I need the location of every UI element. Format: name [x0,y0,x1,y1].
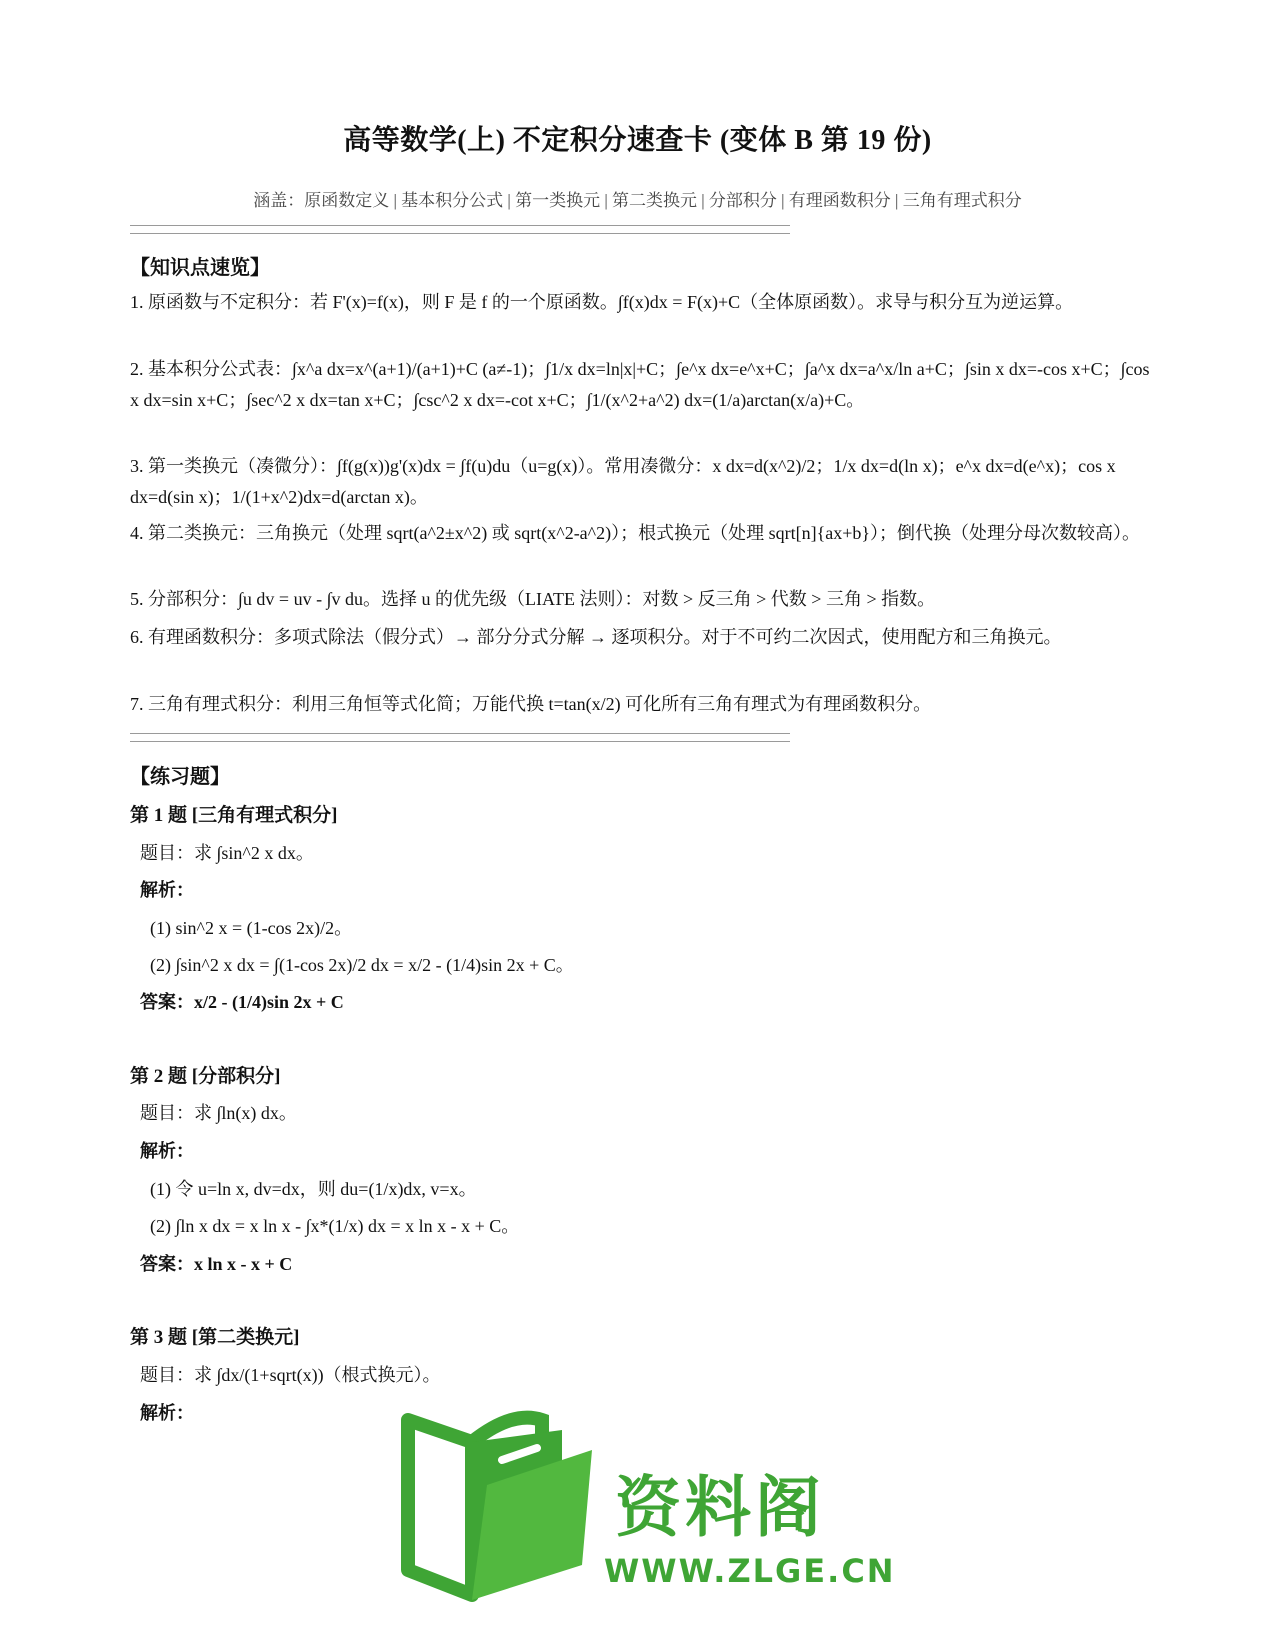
knowledge-item: 1. 原函数与不定积分：若 F'(x)=f(x)，则 F 是 f 的一个原函数。∫f(x)dx = F(x)+C（全体原函数）。求导与积分互为逆运算。 [130,292,1074,312]
analysis-step: (1) 令 u=ln x, dv=dx，则 du=(1/x)dx, v=x。 [150,1179,477,1199]
section-heading-knowledge: 【知识点速览】 [130,257,270,279]
knowledge-item: 3. 第一类换元（凑微分）：∫f(g(x))g'(x)dx = ∫f(u)du（u=g(x)）。常用凑微分：x dx=d(x^2)/2；1/x dx=d(ln x)；e^x dx=d(e^x)；cos x dx=d(sin x)；1/(1+x^2)dx=d(arctan x)。 [130,456,1116,507]
answer-text: 答案：x ln x - x + C [140,1254,293,1274]
knowledge-item: 2. 基本积分公式表：∫x^a dx=x^(a+1)/(a+1)+C (a≠-1)；∫1/x dx=ln|x|+C；∫e^x dx=e^x+C；∫a^x dx=a^x/ln a+C；∫sin x dx=-cos x+C；∫cos x dx=sin x+C；∫sec^2 x dx=tan x+C；∫csc^2 x dx=-cot x+C；∫1/(x^2+a^2) dx=(1/a)arctan(x/a)+C。 [130,359,1150,410]
question-text: 题目：求 ∫dx/(1+sqrt(x))（根式换元）。 [140,1365,441,1385]
question-title: 第 1 题 [三角有理式积分] [130,805,338,826]
watermark-name: 资料阁 [615,1469,825,1546]
knowledge-item: 7. 三角有理式积分：利用三角恒等式化简；万能代换 t=tan(x/2) 可化所有三角有理式为有理函数积分。 [130,694,932,714]
analysis-label: 解析： [140,1141,194,1161]
knowledge-item: 5. 分部积分：∫u dv = uv - ∫v du。选择 u 的优先级（LIATE 法则）：对数 > 反三角 > 代数 > 三角 > 指数。 [130,589,936,609]
analysis-step: (1) sin^2 x = (1-cos 2x)/2。 [150,918,353,938]
section-heading-practice: 【练习题】 [130,766,230,788]
page-subtitle: 涵盖：原函数定义 | 基本积分公式 | 第一类换元 | 第二类换元 | 分部积分 | 有理函数积分 | 三角有理式积分 [253,191,1022,210]
answer-text: 答案：x/2 - (1/4)sin 2x + C [140,992,344,1012]
question-title: 第 2 题 [分部积分] [130,1066,281,1087]
knowledge-item: 4. 第二类换元：三角换元（处理 sqrt(a^2±x^2) 或 sqrt(x^2-a^2)）；根式换元（处理 sqrt[n]{ax+b}）；倒代换（处理分母次数较高）。 [130,523,1141,543]
question-text: 题目：求 ∫ln(x) dx。 [140,1103,297,1123]
analysis-step: (2) ∫ln x dx = x ln x - ∫x*(1/x) dx = x ln x - x + C。 [150,1216,520,1236]
question-title: 第 3 题 [第二类换元] [130,1327,300,1348]
analysis-step: (2) ∫sin^2 x dx = ∫(1-cos 2x)/2 dx = x/2 - (1/4)sin 2x + C。 [150,955,574,975]
watermark-url: WWW.ZLGE.CN [604,1552,896,1590]
analysis-label: 解析： [140,880,194,900]
question-text: 题目：求 ∫sin^2 x dx。 [140,843,314,863]
separator-line [130,733,790,742]
page-title: 高等数学(上) 不定积分速查卡 (变体 B 第 19 份) [343,125,932,156]
analysis-label: 解析： [140,1403,194,1423]
separator-line [130,225,790,234]
knowledge-item: 6. 有理函数积分：多项式除法（假分式）→ 部分分式分解 → 逐项积分。对于不可约二次因式，使用配方和三角换元。 [130,627,1062,647]
book-icon [392,1390,602,1605]
